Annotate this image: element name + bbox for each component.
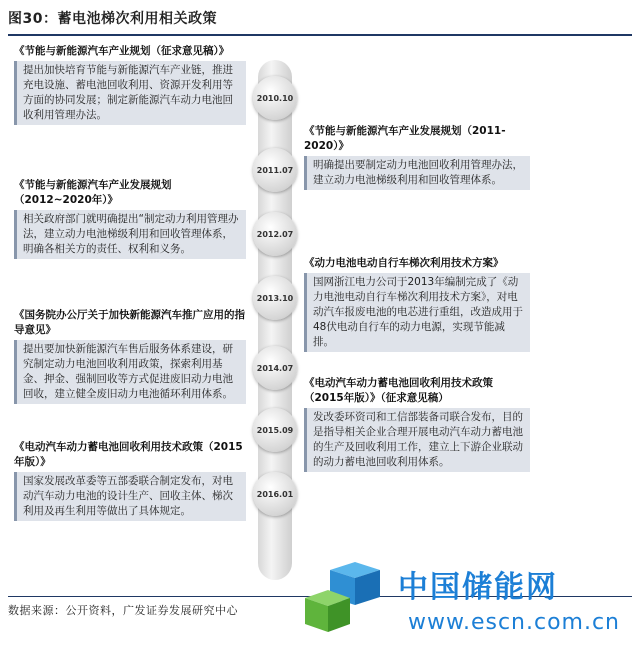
policy-entry-2013	[304, 256, 530, 352]
policy-description: 国家发展改革委等五部委联合制定发布，对电动汽车动力电池的设计生产、回收主体、梯次利用及再生利用等做出了具体规定。	[14, 472, 246, 521]
policy-description: 提出加快培育节能与新能源汽车产业链，推进充电设施、蓄电池回收利用、资源开发利用等方面的协同发展；制定新能源汽车动力电池回收利用管理办法。	[14, 61, 246, 125]
timeline-node-2012: 2012.07	[253, 212, 297, 256]
policy-description: 提出要加快新能源汽车售后服务体系建设，研究制定动力电池回收利用政策，探索利用基金、押金、强制回收等方式促进废旧动力电池回收，建立健全废旧动力电池循环利用体系。	[14, 340, 246, 404]
source-note: 数据来源：公开资料，广发证券发展研究中心	[8, 604, 238, 617]
policy-title: 《节能与新能源汽车产业发展规划（2011-2020）》	[304, 125, 506, 152]
policy-title: 《节能与新能源汽车产业规划（征求意见稿）》	[14, 45, 230, 57]
policy-title: 《电动汽车动力蓄电池回收利用技术政策（2015年版）》（征求意见稿）	[304, 377, 493, 404]
timeline-node-2016: 2016.01	[253, 472, 297, 516]
policy-title: 《国务院办公厅关于加快新能源汽车推广应用的指导意见》	[14, 309, 245, 336]
policy-entry-2010	[14, 44, 246, 125]
timeline-node-2010: 2010.10	[253, 76, 297, 120]
policy-entry-2011	[304, 124, 530, 190]
watermark-name: 中国储能网	[398, 570, 558, 605]
policy-entry-2015	[304, 376, 530, 472]
policy-description: 国网浙江电力公司于2013年编制完成了《动力电池电动自行车梯次利用技术方案》，对电动汽车报废电池的电芯进行重组，改造成用于48伏电动自行车的动力电源，实现节能减排。	[304, 273, 530, 352]
policy-entry-2012	[14, 178, 246, 259]
policy-description: 发改委环资司和工信部装备司联合发布，目的是指导相关企业合理开展电动汽车动力蓄电池的生产及回收利用工作，建立上下游企业联动的动力蓄电池回收利用体系。	[304, 408, 530, 472]
watermark-url: www.escn.com.cn	[408, 610, 621, 635]
policy-title: 《电动汽车动力蓄电池回收利用技术政策（2015年版）》	[14, 441, 243, 468]
policy-entry-2014	[14, 308, 246, 404]
policy-title: 《动力电池电动自行车梯次利用技术方案》	[304, 257, 504, 269]
policy-description: 相关政府部门就明确提出“制定动力利用管理办法，建立动力电池梯级利用和回收管理体系，明确各相关方的责任、权利和义务。	[14, 210, 246, 259]
title-rule	[8, 34, 632, 36]
policy-entry-2016	[14, 440, 246, 521]
timeline-node-2013: 2013.10	[253, 276, 297, 320]
timeline-node-2015: 2015.09	[253, 408, 297, 452]
figure-title: 图30：蓄电池梯次利用相关政策	[8, 11, 217, 27]
watermark-cubes-icon	[300, 560, 390, 640]
timeline-node-2011: 2011.07	[253, 148, 297, 192]
policy-description: 明确提出要制定动力电池回收利用管理办法，建立动力电池梯级利用和回收管理体系。	[304, 156, 530, 190]
timeline-node-2014: 2014.07	[253, 346, 297, 390]
policy-title: 《节能与新能源汽车产业发展规划（2012~2020年）》	[14, 179, 172, 206]
